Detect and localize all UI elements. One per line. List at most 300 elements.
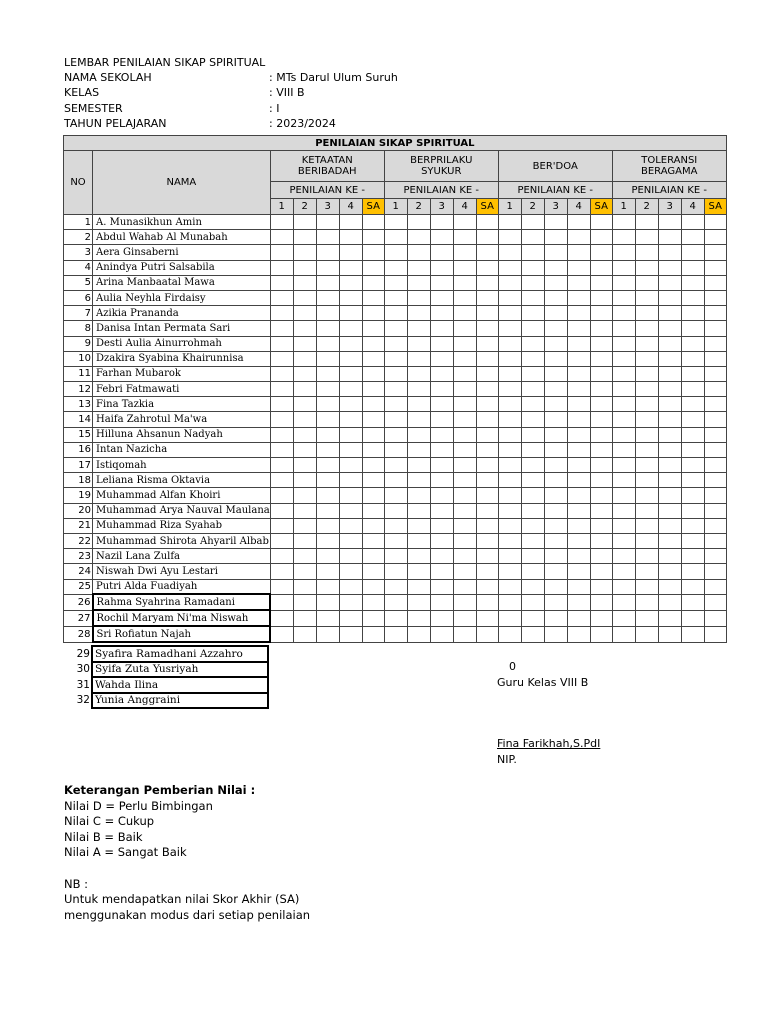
score-cell[interactable] [590,366,612,381]
score-cell[interactable] [635,549,658,564]
score-cell[interactable] [362,503,384,518]
score-cell[interactable] [567,275,590,290]
score-cell[interactable] [270,626,293,642]
score-cell[interactable] [476,230,498,245]
score-cell[interactable] [567,290,590,305]
score-cell[interactable] [612,427,635,442]
score-cell[interactable] [658,564,681,579]
score-cell[interactable] [316,397,339,412]
score-cell[interactable] [270,230,293,245]
score-cell[interactable] [407,351,430,366]
score-cell[interactable] [658,321,681,336]
score-cell[interactable] [704,230,726,245]
score-cell[interactable] [316,549,339,564]
score-cell[interactable] [339,488,362,503]
score-cell[interactable] [293,321,316,336]
score-cell[interactable] [681,610,704,626]
score-cell[interactable] [384,382,407,397]
score-cell[interactable] [293,473,316,488]
score-cell[interactable] [544,366,567,381]
score-cell[interactable] [430,290,453,305]
score-cell[interactable] [681,427,704,442]
score-cell[interactable] [704,564,726,579]
score-cell[interactable] [681,215,704,230]
score-cell[interactable] [362,351,384,366]
score-cell[interactable] [681,230,704,245]
score-cell[interactable] [476,260,498,275]
score-cell[interactable] [590,290,612,305]
score-cell[interactable] [270,306,293,321]
score-cell[interactable] [339,351,362,366]
score-cell[interactable] [339,306,362,321]
score-cell[interactable] [658,549,681,564]
score-cell[interactable] [567,579,590,594]
score-cell[interactable] [339,290,362,305]
score-cell[interactable] [590,230,612,245]
score-cell[interactable] [658,260,681,275]
score-cell[interactable] [658,215,681,230]
score-cell[interactable] [339,397,362,412]
score-cell[interactable] [590,245,612,260]
score-cell[interactable] [339,594,362,610]
score-cell[interactable] [270,488,293,503]
score-cell[interactable] [635,245,658,260]
score-cell[interactable] [407,290,430,305]
score-cell[interactable] [635,336,658,351]
score-cell[interactable] [681,518,704,533]
score-cell[interactable] [498,518,521,533]
score-cell[interactable] [567,412,590,427]
score-cell[interactable] [339,260,362,275]
score-cell[interactable] [293,275,316,290]
score-cell[interactable] [612,473,635,488]
score-cell[interactable] [362,275,384,290]
score-cell[interactable] [590,503,612,518]
score-cell[interactable] [476,321,498,336]
score-cell[interactable] [544,579,567,594]
score-cell[interactable] [498,564,521,579]
score-cell[interactable] [453,549,476,564]
score-cell[interactable] [521,579,544,594]
score-cell[interactable] [430,626,453,642]
score-cell[interactable] [384,564,407,579]
score-cell[interactable] [430,230,453,245]
score-cell[interactable] [681,412,704,427]
score-cell[interactable] [293,594,316,610]
score-cell[interactable] [521,351,544,366]
score-cell[interactable] [498,594,521,610]
score-cell[interactable] [704,610,726,626]
score-cell[interactable] [453,275,476,290]
score-cell[interactable] [316,351,339,366]
score-cell[interactable] [635,594,658,610]
score-cell[interactable] [384,579,407,594]
score-cell[interactable] [658,610,681,626]
score-cell[interactable] [362,458,384,473]
score-cell[interactable] [362,336,384,351]
score-cell[interactable] [316,458,339,473]
score-cell[interactable] [453,321,476,336]
score-cell[interactable] [567,306,590,321]
score-cell[interactable] [567,488,590,503]
score-cell[interactable] [704,427,726,442]
score-cell[interactable] [316,290,339,305]
score-cell[interactable] [612,594,635,610]
score-cell[interactable] [544,397,567,412]
score-cell[interactable] [635,458,658,473]
score-cell[interactable] [635,626,658,642]
score-cell[interactable] [681,488,704,503]
score-cell[interactable] [316,321,339,336]
score-cell[interactable] [635,306,658,321]
score-cell[interactable] [476,518,498,533]
score-cell[interactable] [453,412,476,427]
score-cell[interactable] [453,382,476,397]
score-cell[interactable] [521,503,544,518]
score-cell[interactable] [612,306,635,321]
score-cell[interactable] [362,245,384,260]
score-cell[interactable] [384,230,407,245]
score-cell[interactable] [270,610,293,626]
score-cell[interactable] [635,488,658,503]
score-cell[interactable] [635,518,658,533]
score-cell[interactable] [384,245,407,260]
score-cell[interactable] [590,549,612,564]
score-cell[interactable] [339,382,362,397]
score-cell[interactable] [430,518,453,533]
score-cell[interactable] [704,351,726,366]
score-cell[interactable] [362,533,384,548]
score-cell[interactable] [590,336,612,351]
score-cell[interactable] [544,594,567,610]
score-cell[interactable] [635,442,658,457]
score-cell[interactable] [658,488,681,503]
score-cell[interactable] [384,473,407,488]
score-cell[interactable] [407,503,430,518]
score-cell[interactable] [362,366,384,381]
score-cell[interactable] [567,594,590,610]
score-cell[interactable] [521,518,544,533]
score-cell[interactable] [362,488,384,503]
score-cell[interactable] [635,382,658,397]
score-cell[interactable] [407,412,430,427]
score-cell[interactable] [384,306,407,321]
score-cell[interactable] [498,412,521,427]
score-cell[interactable] [704,260,726,275]
score-cell[interactable] [498,473,521,488]
score-cell[interactable] [362,321,384,336]
score-cell[interactable] [681,321,704,336]
score-cell[interactable] [270,442,293,457]
score-cell[interactable] [316,245,339,260]
score-cell[interactable] [476,503,498,518]
score-cell[interactable] [544,488,567,503]
score-cell[interactable] [635,397,658,412]
score-cell[interactable] [407,533,430,548]
score-cell[interactable] [681,579,704,594]
score-cell[interactable] [407,564,430,579]
score-cell[interactable] [498,366,521,381]
score-cell[interactable] [384,290,407,305]
score-cell[interactable] [635,564,658,579]
score-cell[interactable] [476,564,498,579]
score-cell[interactable] [407,610,430,626]
score-cell[interactable] [407,427,430,442]
score-cell[interactable] [453,366,476,381]
score-cell[interactable] [658,518,681,533]
score-cell[interactable] [590,473,612,488]
score-cell[interactable] [407,594,430,610]
score-cell[interactable] [476,473,498,488]
score-cell[interactable] [567,366,590,381]
score-cell[interactable] [635,351,658,366]
score-cell[interactable] [430,366,453,381]
score-cell[interactable] [544,336,567,351]
score-cell[interactable] [498,549,521,564]
score-cell[interactable] [476,215,498,230]
score-cell[interactable] [612,230,635,245]
score-cell[interactable] [339,275,362,290]
score-cell[interactable] [476,412,498,427]
score-cell[interactable] [339,321,362,336]
score-cell[interactable] [658,366,681,381]
score-cell[interactable] [407,579,430,594]
score-cell[interactable] [590,488,612,503]
score-cell[interactable] [316,610,339,626]
score-cell[interactable] [316,215,339,230]
score-cell[interactable] [544,290,567,305]
score-cell[interactable] [521,610,544,626]
score-cell[interactable] [544,275,567,290]
score-cell[interactable] [407,382,430,397]
score-cell[interactable] [316,518,339,533]
score-cell[interactable] [704,245,726,260]
score-cell[interactable] [339,518,362,533]
score-cell[interactable] [658,397,681,412]
score-cell[interactable] [498,290,521,305]
score-cell[interactable] [521,473,544,488]
score-cell[interactable] [590,533,612,548]
score-cell[interactable] [658,533,681,548]
score-cell[interactable] [270,275,293,290]
score-cell[interactable] [430,412,453,427]
score-cell[interactable] [476,427,498,442]
score-cell[interactable] [316,275,339,290]
score-cell[interactable] [293,260,316,275]
score-cell[interactable] [270,290,293,305]
score-cell[interactable] [658,594,681,610]
score-cell[interactable] [612,336,635,351]
score-cell[interactable] [567,382,590,397]
score-cell[interactable] [635,503,658,518]
score-cell[interactable] [544,321,567,336]
score-cell[interactable] [407,336,430,351]
score-cell[interactable] [521,245,544,260]
score-cell[interactable] [430,306,453,321]
score-cell[interactable] [635,290,658,305]
score-cell[interactable] [498,306,521,321]
score-cell[interactable] [476,245,498,260]
score-cell[interactable] [407,275,430,290]
score-cell[interactable] [498,503,521,518]
score-cell[interactable] [293,382,316,397]
score-cell[interactable] [658,473,681,488]
score-cell[interactable] [407,397,430,412]
score-cell[interactable] [293,215,316,230]
score-cell[interactable] [681,245,704,260]
score-cell[interactable] [407,518,430,533]
score-cell[interactable] [384,275,407,290]
score-cell[interactable] [430,442,453,457]
score-cell[interactable] [430,488,453,503]
score-cell[interactable] [498,336,521,351]
score-cell[interactable] [612,564,635,579]
score-cell[interactable] [476,458,498,473]
score-cell[interactable] [430,610,453,626]
score-cell[interactable] [453,351,476,366]
score-cell[interactable] [704,458,726,473]
score-cell[interactable] [339,366,362,381]
score-cell[interactable] [476,306,498,321]
score-cell[interactable] [430,351,453,366]
score-cell[interactable] [339,564,362,579]
score-cell[interactable] [521,533,544,548]
score-cell[interactable] [658,442,681,457]
score-cell[interactable] [704,549,726,564]
score-cell[interactable] [316,626,339,642]
score-cell[interactable] [339,245,362,260]
score-cell[interactable] [476,626,498,642]
score-cell[interactable] [293,549,316,564]
score-cell[interactable] [544,503,567,518]
score-cell[interactable] [384,366,407,381]
score-cell[interactable] [544,427,567,442]
score-cell[interactable] [704,366,726,381]
score-cell[interactable] [590,610,612,626]
score-cell[interactable] [362,260,384,275]
score-cell[interactable] [339,503,362,518]
score-cell[interactable] [567,564,590,579]
score-cell[interactable] [430,275,453,290]
score-cell[interactable] [339,336,362,351]
score-cell[interactable] [384,336,407,351]
score-cell[interactable] [567,458,590,473]
score-cell[interactable] [407,260,430,275]
score-cell[interactable] [293,518,316,533]
score-cell[interactable] [544,245,567,260]
score-cell[interactable] [498,321,521,336]
score-cell[interactable] [430,549,453,564]
score-cell[interactable] [521,564,544,579]
score-cell[interactable] [590,275,612,290]
score-cell[interactable] [521,275,544,290]
score-cell[interactable] [635,321,658,336]
score-cell[interactable] [362,549,384,564]
score-cell[interactable] [567,518,590,533]
score-cell[interactable] [362,610,384,626]
score-cell[interactable] [544,412,567,427]
score-cell[interactable] [476,382,498,397]
score-cell[interactable] [316,488,339,503]
score-cell[interactable] [498,397,521,412]
score-cell[interactable] [704,488,726,503]
score-cell[interactable] [293,290,316,305]
score-cell[interactable] [681,290,704,305]
score-cell[interactable] [681,564,704,579]
score-cell[interactable] [567,549,590,564]
score-cell[interactable] [384,458,407,473]
score-cell[interactable] [521,427,544,442]
score-cell[interactable] [362,626,384,642]
score-cell[interactable] [407,488,430,503]
score-cell[interactable] [407,458,430,473]
score-cell[interactable] [635,366,658,381]
score-cell[interactable] [270,397,293,412]
score-cell[interactable] [590,442,612,457]
score-cell[interactable] [384,533,407,548]
score-cell[interactable] [384,412,407,427]
score-cell[interactable] [476,579,498,594]
score-cell[interactable] [612,245,635,260]
score-cell[interactable] [270,245,293,260]
score-cell[interactable] [521,488,544,503]
score-cell[interactable] [339,442,362,457]
score-cell[interactable] [407,473,430,488]
score-cell[interactable] [316,306,339,321]
score-cell[interactable] [498,579,521,594]
score-cell[interactable] [704,626,726,642]
score-cell[interactable] [498,245,521,260]
score-cell[interactable] [681,366,704,381]
score-cell[interactable] [544,458,567,473]
score-cell[interactable] [658,503,681,518]
score-cell[interactable] [407,230,430,245]
score-cell[interactable] [544,260,567,275]
score-cell[interactable] [658,579,681,594]
score-cell[interactable] [430,215,453,230]
score-cell[interactable] [476,549,498,564]
score-cell[interactable] [270,473,293,488]
score-cell[interactable] [544,610,567,626]
score-cell[interactable] [270,321,293,336]
score-cell[interactable] [362,579,384,594]
score-cell[interactable] [567,503,590,518]
score-cell[interactable] [362,306,384,321]
score-cell[interactable] [704,579,726,594]
score-cell[interactable] [521,458,544,473]
score-cell[interactable] [498,260,521,275]
score-cell[interactable] [544,382,567,397]
score-cell[interactable] [270,215,293,230]
score-cell[interactable] [430,245,453,260]
score-cell[interactable] [476,351,498,366]
score-cell[interactable] [316,442,339,457]
score-cell[interactable] [339,549,362,564]
score-cell[interactable] [635,610,658,626]
score-cell[interactable] [567,215,590,230]
score-cell[interactable] [612,458,635,473]
score-cell[interactable] [681,336,704,351]
score-cell[interactable] [612,382,635,397]
score-cell[interactable] [270,564,293,579]
score-cell[interactable] [384,351,407,366]
score-cell[interactable] [270,579,293,594]
score-cell[interactable] [612,215,635,230]
score-cell[interactable] [453,442,476,457]
score-cell[interactable] [316,473,339,488]
score-cell[interactable] [316,594,339,610]
score-cell[interactable] [544,518,567,533]
